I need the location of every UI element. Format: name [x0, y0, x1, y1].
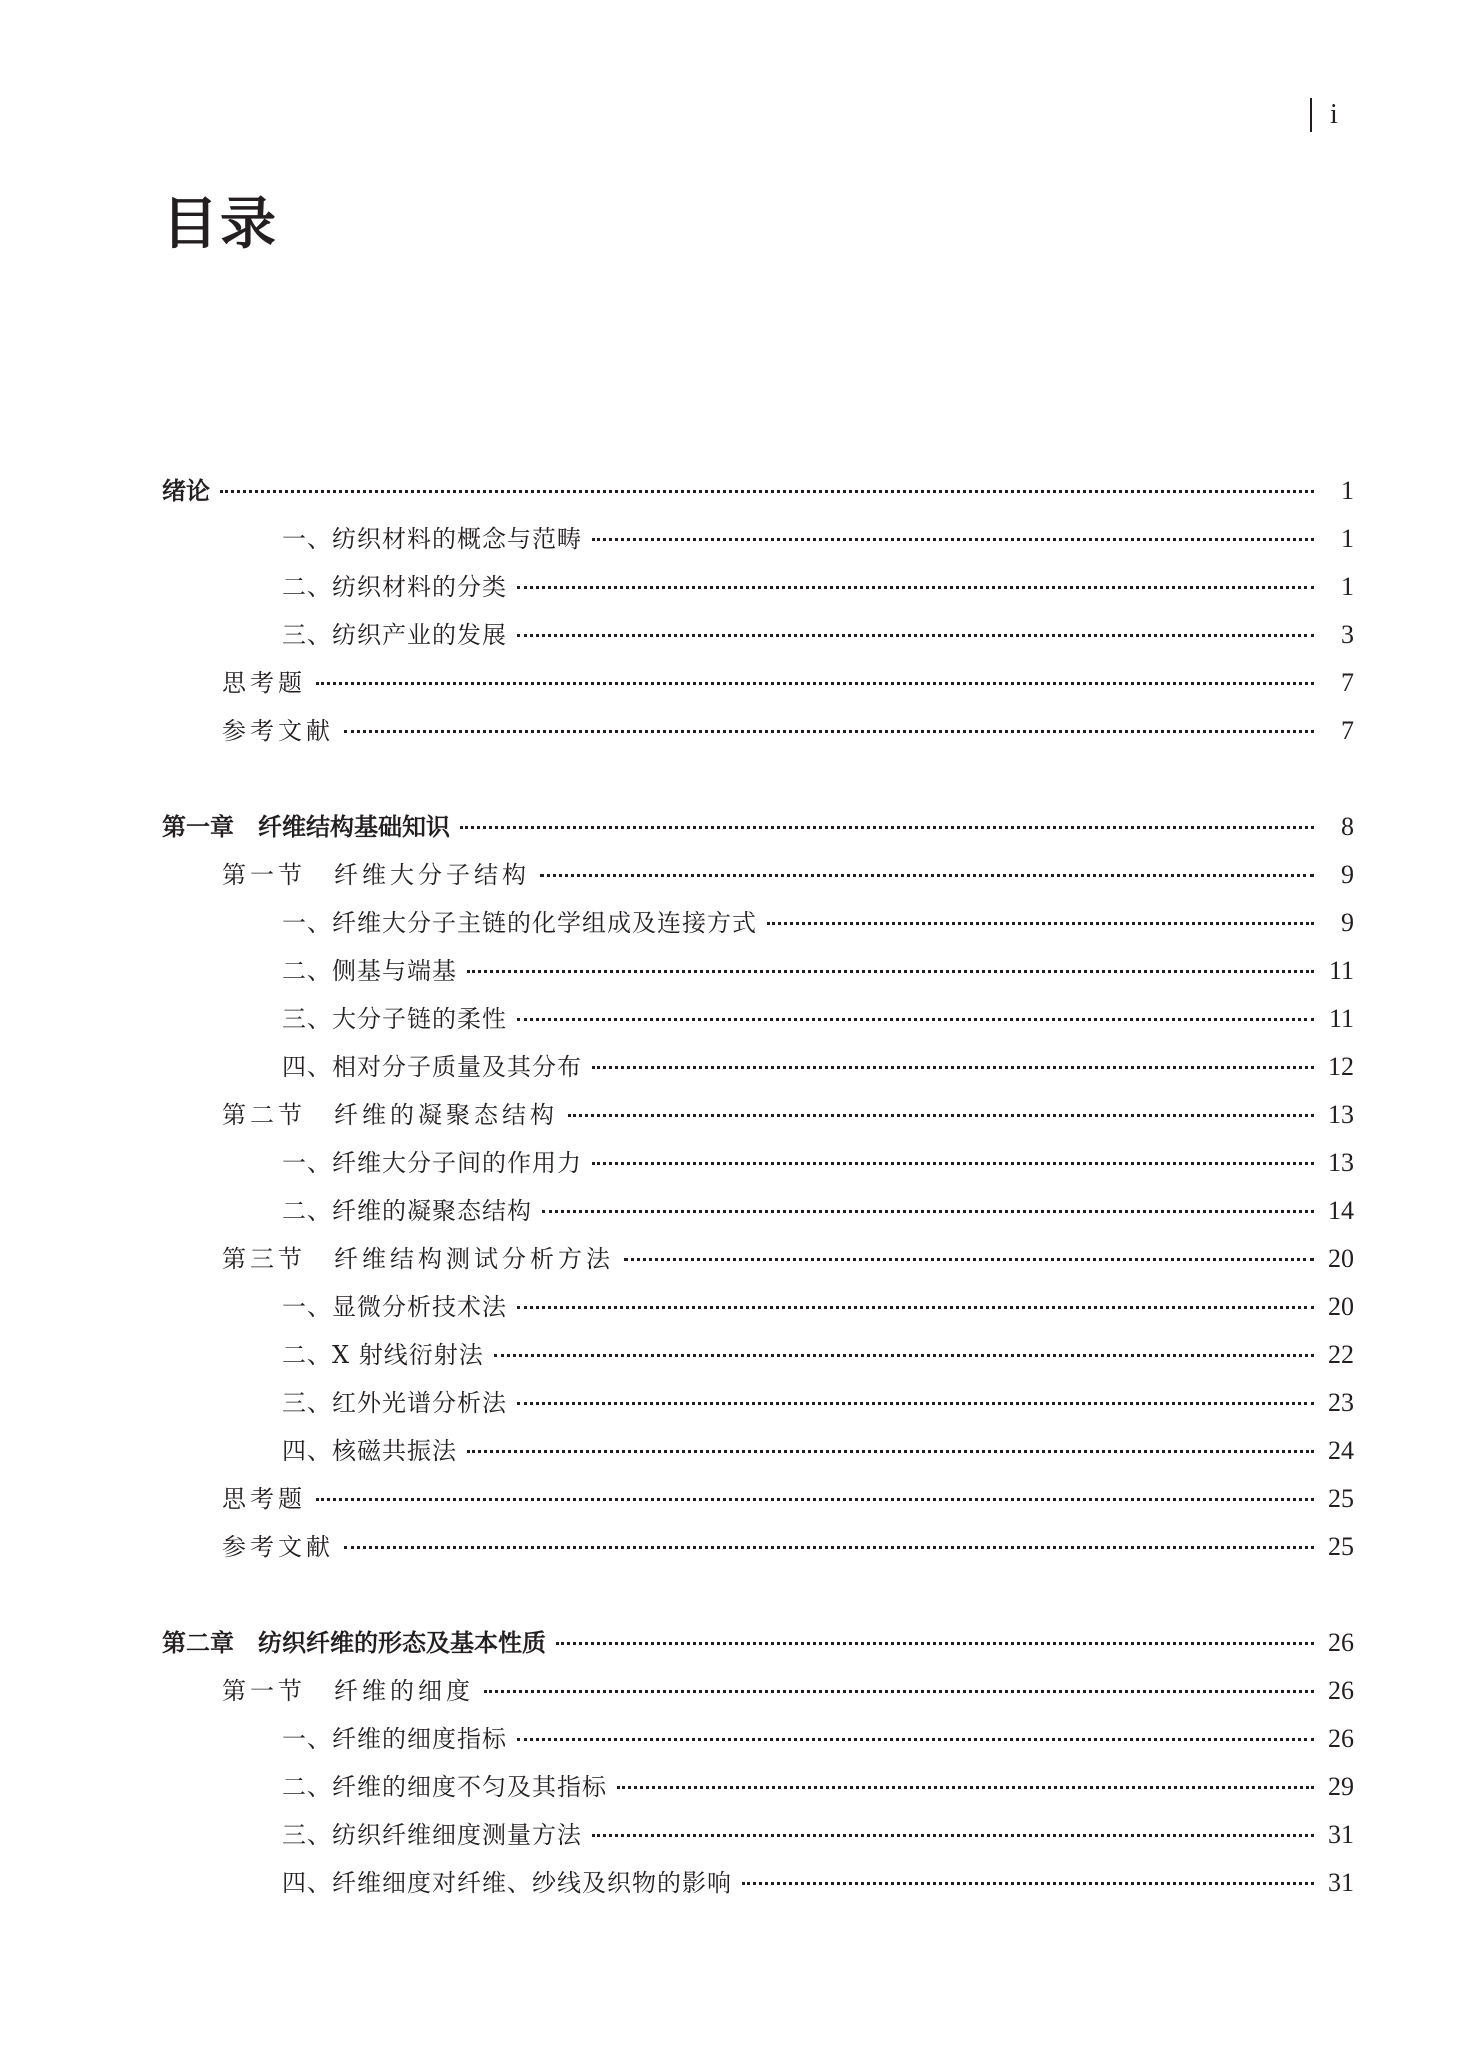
- dot-leader: [316, 1498, 1314, 1501]
- toc-entry-title: 四、核磁共振法: [282, 1437, 457, 1465]
- toc-entry-page: 7: [1341, 716, 1354, 745]
- toc-entry: [162, 1139, 1354, 1187]
- toc-entry: [162, 1331, 1354, 1379]
- dot-leader: [592, 1066, 1314, 1069]
- toc-entry-page: 29: [1328, 1772, 1354, 1801]
- toc-entry-title: 思考题: [222, 1485, 306, 1513]
- toc-entry-page: 23: [1328, 1388, 1354, 1417]
- toc-entry-page: 14: [1328, 1196, 1354, 1225]
- toc-entry-title: 二、X 射线衍射法: [282, 1341, 484, 1369]
- toc-entry-page: 31: [1328, 1868, 1354, 1897]
- toc-entry: [162, 1187, 1354, 1235]
- toc-entry-page: 1: [1341, 524, 1354, 553]
- dot-leader: [517, 1402, 1314, 1405]
- toc-entry: [162, 995, 1354, 1043]
- toc-entry-page: 13: [1328, 1148, 1354, 1177]
- toc-entry-title: 第三节 纤维结构测试分析方法: [222, 1245, 614, 1273]
- toc-entry-page: 25: [1328, 1532, 1354, 1561]
- dot-leader: [467, 1450, 1314, 1453]
- toc-entry-page: 26: [1328, 1724, 1354, 1753]
- toc-entry: [162, 1763, 1354, 1811]
- dot-leader: [344, 730, 1314, 733]
- toc-entry: [162, 611, 1354, 659]
- toc-entry-title: 四、相对分子质量及其分布: [282, 1053, 582, 1081]
- toc-entry-title: 四、纤维细度对纤维、纱线及织物的影响: [282, 1869, 732, 1897]
- toc-entry-title: 第一节 纤维大分子结构: [222, 861, 530, 889]
- toc-entry: [162, 803, 1354, 851]
- toc-entry-page: 20: [1328, 1244, 1354, 1273]
- toc-entry-page: 31: [1328, 1820, 1354, 1849]
- toc-entry-title: 思考题: [222, 669, 306, 697]
- dot-leader: [592, 1834, 1314, 1837]
- toc-entry: [162, 707, 1354, 755]
- toc-entry-page: 26: [1328, 1676, 1354, 1705]
- toc-entry-title: 三、红外光谱分析法: [282, 1389, 507, 1417]
- toc-entry: [162, 1619, 1354, 1667]
- toc-entry: [162, 1427, 1354, 1475]
- toc-entry-title: 参考文献: [222, 717, 334, 745]
- toc-entry: [162, 1523, 1354, 1571]
- toc-entry-page: 13: [1328, 1100, 1354, 1129]
- toc-entry-page: 3: [1341, 620, 1354, 649]
- toc-entry-title: 二、侧基与端基: [282, 957, 457, 985]
- toc-entry: [162, 563, 1354, 611]
- toc-entry-title: 参考文献: [222, 1533, 334, 1561]
- toc-entry-title: 一、纺织材料的概念与范畴: [282, 525, 582, 553]
- dot-leader: [517, 1306, 1314, 1309]
- dot-leader: [460, 826, 1314, 829]
- toc-entry-page: 7: [1341, 668, 1354, 697]
- dot-leader: [517, 1018, 1314, 1021]
- toc-entry: [162, 1235, 1354, 1283]
- toc-entry: [162, 1043, 1354, 1091]
- toc-entry: [162, 851, 1354, 899]
- toc-entry: [162, 1475, 1354, 1523]
- toc-entry-title: 二、纤维的细度不匀及其指标: [282, 1773, 607, 1801]
- dot-leader: [592, 538, 1314, 541]
- toc-entry-page: 26: [1328, 1628, 1354, 1657]
- dot-leader: [568, 1114, 1314, 1117]
- page-title: 目录: [162, 192, 278, 257]
- dot-leader: [742, 1882, 1314, 1885]
- dot-leader: [767, 922, 1314, 925]
- toc-entry: [162, 1091, 1354, 1139]
- dot-leader: [316, 682, 1314, 685]
- toc-entry: [162, 947, 1354, 995]
- page-number: i: [1310, 98, 1338, 132]
- toc-entry-page: 11: [1328, 1004, 1354, 1033]
- toc-entry: [162, 899, 1354, 947]
- toc-entry-page: 9: [1341, 908, 1354, 937]
- toc-entry-title: 三、大分子链的柔性: [282, 1005, 507, 1033]
- toc-entry: [162, 467, 1354, 515]
- toc-entry-title: 绪论: [162, 477, 210, 505]
- dot-leader: [220, 490, 1314, 493]
- toc-entry: [162, 1715, 1354, 1763]
- toc-entry-page: 24: [1328, 1436, 1354, 1465]
- toc-entry: [162, 1667, 1354, 1715]
- dot-leader: [624, 1258, 1314, 1261]
- toc-entry-title: 第一节 纤维的细度: [222, 1677, 474, 1705]
- toc-entry-title: 一、纤维大分子主链的化学组成及连接方式: [282, 909, 757, 937]
- toc-entry-title: 一、纤维大分子间的作用力: [282, 1149, 582, 1177]
- toc-entry-title: 三、纺织纤维细度测量方法: [282, 1821, 582, 1849]
- dot-leader: [467, 970, 1314, 973]
- toc-entry: [162, 1859, 1354, 1907]
- dot-leader: [494, 1354, 1314, 1357]
- toc-entry-page: 12: [1328, 1052, 1354, 1081]
- toc-entry: [162, 659, 1354, 707]
- toc-entry: [162, 515, 1354, 563]
- toc-entry-title: 第一章 纤维结构基础知识: [162, 813, 450, 841]
- dot-leader: [542, 1210, 1314, 1213]
- toc-entry-page: 11: [1328, 956, 1354, 985]
- toc-entry-title: 一、显微分析技术法: [282, 1293, 507, 1321]
- toc-entry-page: 25: [1328, 1484, 1354, 1513]
- toc-entry-title: 第二章 纺织纤维的形态及基本性质: [162, 1629, 546, 1657]
- toc-entry-page: 9: [1341, 860, 1354, 889]
- toc-entry: [162, 1379, 1354, 1427]
- toc-entry: [162, 1811, 1354, 1859]
- dot-leader: [540, 874, 1314, 877]
- dot-leader: [617, 1786, 1314, 1789]
- dot-leader: [517, 586, 1314, 589]
- toc-entry-title: 二、纤维的凝聚态结构: [282, 1197, 532, 1225]
- toc-entry-page: 8: [1341, 812, 1354, 841]
- toc-entry-title: 一、纤维的细度指标: [282, 1725, 507, 1753]
- dot-leader: [484, 1690, 1314, 1693]
- toc-entry-title: 二、纺织材料的分类: [282, 573, 507, 601]
- dot-leader: [556, 1642, 1314, 1645]
- dot-leader: [344, 1546, 1314, 1549]
- toc-entry: [162, 1283, 1354, 1331]
- toc-entry-page: 22: [1328, 1340, 1354, 1369]
- toc-entry-page: 20: [1328, 1292, 1354, 1321]
- toc-entry-title: 三、纺织产业的发展: [282, 621, 507, 649]
- dot-leader: [592, 1162, 1314, 1165]
- dot-leader: [517, 634, 1314, 637]
- dot-leader: [517, 1738, 1314, 1741]
- toc-entry-title: 第二节 纤维的凝聚态结构: [222, 1101, 558, 1129]
- toc-entry-page: 1: [1341, 572, 1354, 601]
- toc-entry-page: 1: [1341, 476, 1354, 505]
